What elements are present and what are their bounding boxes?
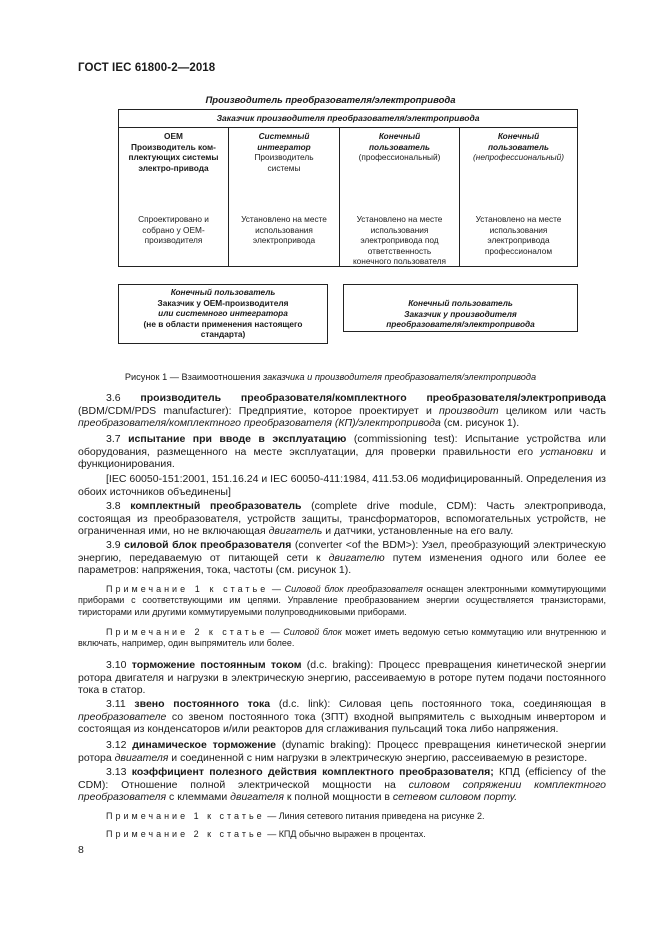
column-description: Установлено на месте использования электропривода xyxy=(241,214,327,246)
column-end-user-pro xyxy=(339,128,459,266)
term-3-7-reference: [IEC 60050-151:2001, 151.16.24 и IEC 60050-411:1984, 411.53.06 модифицированный. Определения из обоих источников объединены] xyxy=(78,473,606,498)
term-3-10: 3.10 торможение постоянным током (d.c. braking): Процесс превращения кинетической энергии ротора двигателя и нагрузки в электрическую энергию, рассеиваемую в роторе путем подачи постоянного тока в статор. xyxy=(78,659,606,697)
figure-title: Производитель преобразователя/электропривода xyxy=(205,95,456,106)
column-heading: Конечный пользователь xyxy=(368,131,430,152)
column-heading: Конечный пользователь xyxy=(487,131,549,152)
column-oem xyxy=(119,128,228,266)
note-3-9-2: Примечание 2 к статье — Силовой блок может иметь ведомую сетью коммутацию или внутреннюю и включать, например, один выпрямитель или более. xyxy=(78,627,606,649)
box-line: Конечный пользователь xyxy=(170,287,276,297)
term-3-12: 3.12 динамическое торможение (dynamic braking): Процесс превращения кинетической энергии ротора двигателя и соединенной с ним нагрузки в электрическую энергию, рассеиваемую в резисторе. xyxy=(78,739,607,764)
column-subheading: Производитель системы xyxy=(254,152,314,173)
term-3-6: 3.6 производитель преобразователя/комплектного преобразователя/электропривода (BDM/CDM/PDS manufacturer): Предприятие, которое проектирует и производит целиком или часть преобразователя/комплектного преобразователя (КП)/электропривода (см. рисунок 1). xyxy=(78,392,606,430)
figure-top-box xyxy=(118,109,578,267)
column-subheading: (профессиональный) xyxy=(358,152,441,163)
page-number: 8 xyxy=(78,844,84,856)
box-line: Конечный пользователь xyxy=(408,298,513,308)
figure-caption: Рисунок 1 — Взаимоотношения заказчика и производителя преобразователя/электропривода xyxy=(124,372,537,382)
box-line: Заказчик у OEM-производителя xyxy=(157,297,289,308)
top-subheader: Заказчик производителя преобразователя/электропривода xyxy=(119,110,577,128)
term-3-9: 3.9 силовой блок преобразователя (converter <of the BDM>): Узел, преобразующий электрическую энергию, передаваемую от питающей сети к двигателю путем изменения одного или более ее параметров: напряжения, тока, частоты (см. рисунок 1). xyxy=(78,539,606,577)
column-system-integrator xyxy=(228,128,339,266)
box-line: преобразователя/электропривода xyxy=(386,319,535,330)
term-3-8: 3.8 комплектный преобразователь (complete drive module, CDM): Часть электропривода, состоящая из преобразователя, устройств защиты, трансформаторов, вспомогательных устройств, не ограниченная ими, но не включающая двигатель и датчики, установленные на его валу. xyxy=(78,500,606,538)
term-3-11: 3.11 звено постоянного тока (d.c. link): Силовая цепь постоянного тока, соединяющая в преобразователе со звеном постоянного тока (ЗПТ) входной выпрямитель с выходным инвертором и состоящая из конденсаторов и/или реакторов для сглаживания пульсаций тока либо напряжения. xyxy=(78,698,606,736)
column-description: Установлено на месте использования электропривода под ответственность конечного пользователя xyxy=(352,214,447,267)
column-description: Спроектировано и собрано у OEM-производителя xyxy=(138,214,209,246)
end-user-oem-box xyxy=(118,284,328,344)
end-user-manufacturer-box xyxy=(343,284,578,332)
column-subheading: (непрофессиональный) xyxy=(473,152,564,163)
column-heading: Системный интегратор xyxy=(257,131,311,152)
term-3-7: 3.7 испытание при вводе в эксплуатацию (commissioning test): Испытание устройства или оборудования, размещенного на месте эксплуатации, для проверки правильности его установки и функционирования. xyxy=(78,433,606,471)
column-heading: OEM xyxy=(164,131,183,141)
note-3-13-1: Примечание 1 к статье — Линия сетевого питания приведена на рисунке 2. xyxy=(106,811,485,821)
term-3-13: 3.13 коэффициент полезного действия комплектного преобразователя; КПД (efficiency of the CDM): Отношение полной электрической мощности на силовом сопряжении комплектного преобразователя с клеммами двигателя к полной мощности в сетевом силовом порту. xyxy=(78,766,607,804)
document-header: ГОСТ IEC 61800-2—2018 xyxy=(78,62,216,74)
note-3-13-2: Примечание 2 к статье — КПД обычно выражен в процентах. xyxy=(106,829,426,839)
column-end-user-nonpro xyxy=(459,128,577,266)
box-line: или системного интегратора xyxy=(158,308,288,319)
column-subheading: Производитель ком-плектующих системы электро-привода xyxy=(128,141,219,173)
note-3-9-1: Примечание 1 к статье — Силовой блок преобразователя оснащен электронными коммутирующими приборами с соответствующими им цепями. Управление преобразованием энергии осуществляется транзисторами, тиристорами или другими коммутируемыми полупроводниковыми приборами. xyxy=(78,584,606,617)
box-line: Заказчик у производителя xyxy=(404,308,517,319)
box-line: (не в области применения настоящего стандарта) xyxy=(143,318,303,340)
column-description: Установлено на месте использования электропривода профессионалом xyxy=(475,214,562,256)
